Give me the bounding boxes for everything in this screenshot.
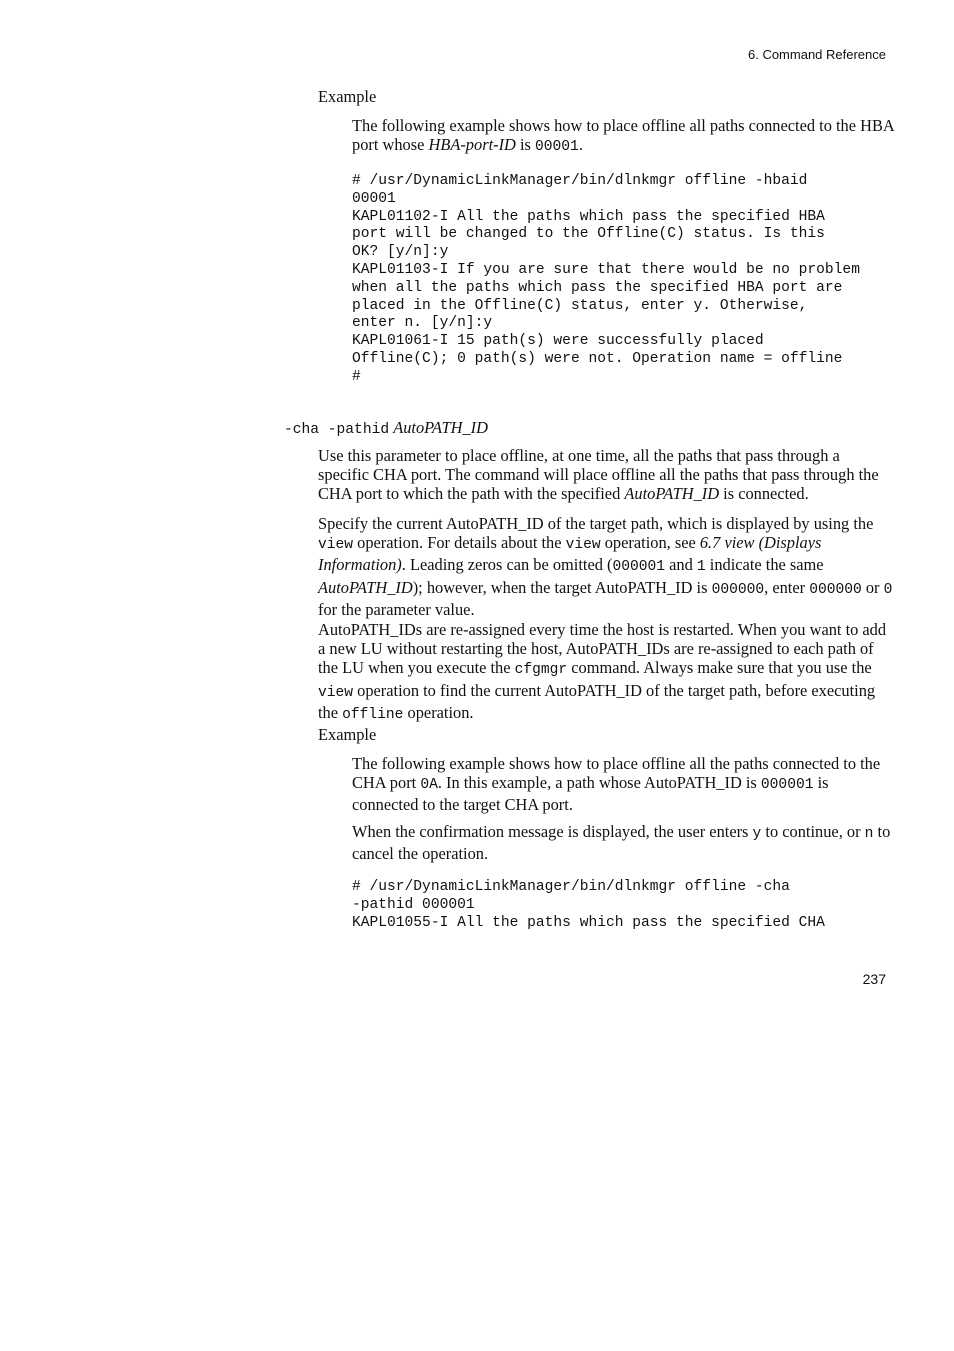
example-intro-paragraph: The following example shows how to place offline all the paths connected to the CHA port 0A. In this example, a path whose AutoPATH_ID is 000001 is connected to the target CHA port. xyxy=(352,754,881,815)
confirmation-paragraph: When the confirmation message is displayed, the user enters y to continue, or n to cancel the operation. xyxy=(352,822,891,864)
reassignment-paragraph: AutoPATH_IDs are re-assigned every time the host is restarted. When you want to add a new LU without restarting the host, AutoPATH_IDs are re-assigned to each path of the LU when you execute the cfgmgr command. Always make sure that you use the view operation to find the current AutoPATH_ID of the target path, before executing the offline operation. xyxy=(318,620,887,723)
parameter-heading: -cha -pathid AutoPATH_ID xyxy=(284,418,488,438)
example-intro-paragraph: The following example shows how to place offline all paths connected to the HBA port whose HBA-port-ID is 00001. xyxy=(352,116,894,156)
page-number: 237 xyxy=(862,971,886,987)
example-label: Example xyxy=(318,87,377,106)
autopath-id-paragraph: Specify the current AutoPATH_ID of the target path, which is displayed by using the view operation. For details about the view operation, see 6.7 view (Displays Information). Leading zeros can be omitted (000001 and 1 indicate the same AutoPATH_ID); however, when the target AutoPATH_ID is 000000, enter 000000 or 0 for the parameter value. xyxy=(318,514,893,619)
param-description-paragraph: Use this parameter to place offline, at one time, all the paths that pass through a specific CHA port. The command will place offline all the paths that pass through the CHA port to which the path with the specified AutoPATH_ID is connected. xyxy=(318,446,879,504)
running-header: 6. Command Reference xyxy=(747,47,886,62)
example-label: Example xyxy=(318,725,377,744)
code-example-hbaid: # /usr/DynamicLinkManager/bin/dlnkmgr offline -hbaid 00001 KAPL01102-I All the paths which pass the specified HBA port will be changed to the Offline(C) status. Is this OK? [y/n]:y KAPL01103-I If you are sure that there would be no problem when all the paths which pass the specified HBA port are placed in the Offline(C) status, enter y. Otherwise, enter n. [y/n]:y KAPL01061-I 15 path(s) were successfully placed Offline(C); 0 path(s) were not. Operation name = offline # xyxy=(352,173,860,385)
cross-reference-link: 6.7 view (Displays Information) xyxy=(318,533,822,575)
code-example-cha: # /usr/DynamicLinkManager/bin/dlnkmgr offline -cha -pathid 000001 KAPL01055-I All the paths which pass the specified CHA xyxy=(352,879,825,931)
